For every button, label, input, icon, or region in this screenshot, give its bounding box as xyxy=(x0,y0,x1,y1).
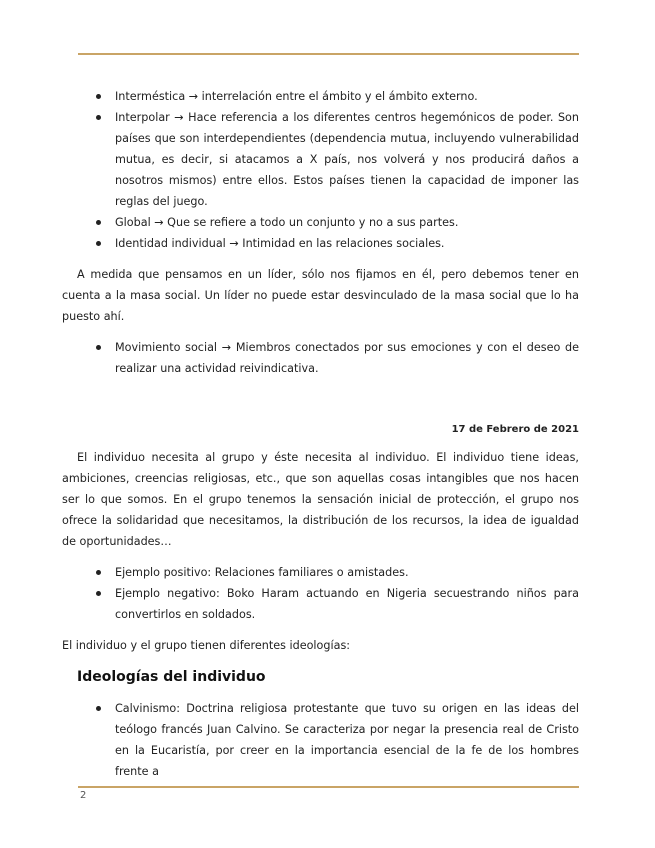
date-heading: 17 de Febrero de 2021 xyxy=(451,424,579,435)
bullet-list-examples xyxy=(62,562,579,625)
list-item: Identidad individual → Intimidad en las relaciones sociales. xyxy=(115,233,579,254)
section-heading: Ideologías del individuo xyxy=(77,669,266,685)
list-item: Movimiento social → Miembros conectados por sus emociones y con el deseo de realizar una actividad reivindicativa. xyxy=(115,337,579,379)
bullet-icon xyxy=(96,220,101,225)
bullet-list-terms xyxy=(62,86,579,254)
list-item: Calvinismo: Doctrina religiosa protestante que tuvo su origen en las ideas del teólogo francés Juan Calvino. Se caracteriza por negar la presencia real de Cristo en la Eucaristía, por creer en la importancia esencial de la fe de los hombres frente a xyxy=(115,698,579,782)
list-item: Global → Que se refiere a todo un conjunto y no a sus partes. xyxy=(115,212,579,233)
bullet-list-ideologies xyxy=(62,698,579,782)
header-rule xyxy=(78,53,579,55)
paragraph-leader: A medida que pensamos en un líder, sólo nos fijamos en él, pero debemos tener en cuenta a la masa social. Un líder no puede estar desvinculado de la masa social que lo ha puesto ahí. xyxy=(62,268,579,323)
footer-rule xyxy=(78,786,579,788)
paragraph-individuo: El individuo necesita al grupo y éste necesita al individuo. El individuo tiene ideas, ambiciones, creencias religiosas, etc., que son aquellas cosas intangibles que nos hacen ser lo que somos. En el grupo tenemos la sensación inicial de protección, el grupo nos ofrece la solidaridad que necesitamos, la distribución de los recursos, la idea de igualdad de oportunidades… xyxy=(62,451,579,548)
bullet-icon xyxy=(96,241,101,246)
page-body xyxy=(62,86,579,782)
bullet-icon xyxy=(96,115,101,120)
bullet-icon xyxy=(96,706,101,711)
bullet-icon xyxy=(96,345,101,350)
bullet-list-movement xyxy=(62,337,579,379)
list-item: Ejemplo positivo: Relaciones familiares o amistades. xyxy=(115,562,579,583)
paragraph-ideologias: El individuo y el grupo tienen diferentes ideologías: xyxy=(62,639,351,652)
bullet-icon xyxy=(96,591,101,596)
bullet-icon xyxy=(96,94,101,99)
bullet-icon xyxy=(96,570,101,575)
page-number: 2 xyxy=(80,790,87,801)
list-item: Interpolar → Hace referencia a los diferentes centros hegemónicos de poder. Son países que son interdependientes (dependencia mutua, incluyendo vulnerabilidad mutua, es decir, si atacamos a X país, nos volverá y nos producirá daños a nosotros mismos) entre ellos. Estos países tienen la capacidad de imponer las reglas del juego. xyxy=(115,107,579,212)
list-item: Interméstica → interrelación entre el ámbito y el ámbito externo. xyxy=(115,86,579,107)
list-item: Ejemplo negativo: Boko Haram actuando en Nigeria secuestrando niños para convertirlos en soldados. xyxy=(115,583,579,625)
